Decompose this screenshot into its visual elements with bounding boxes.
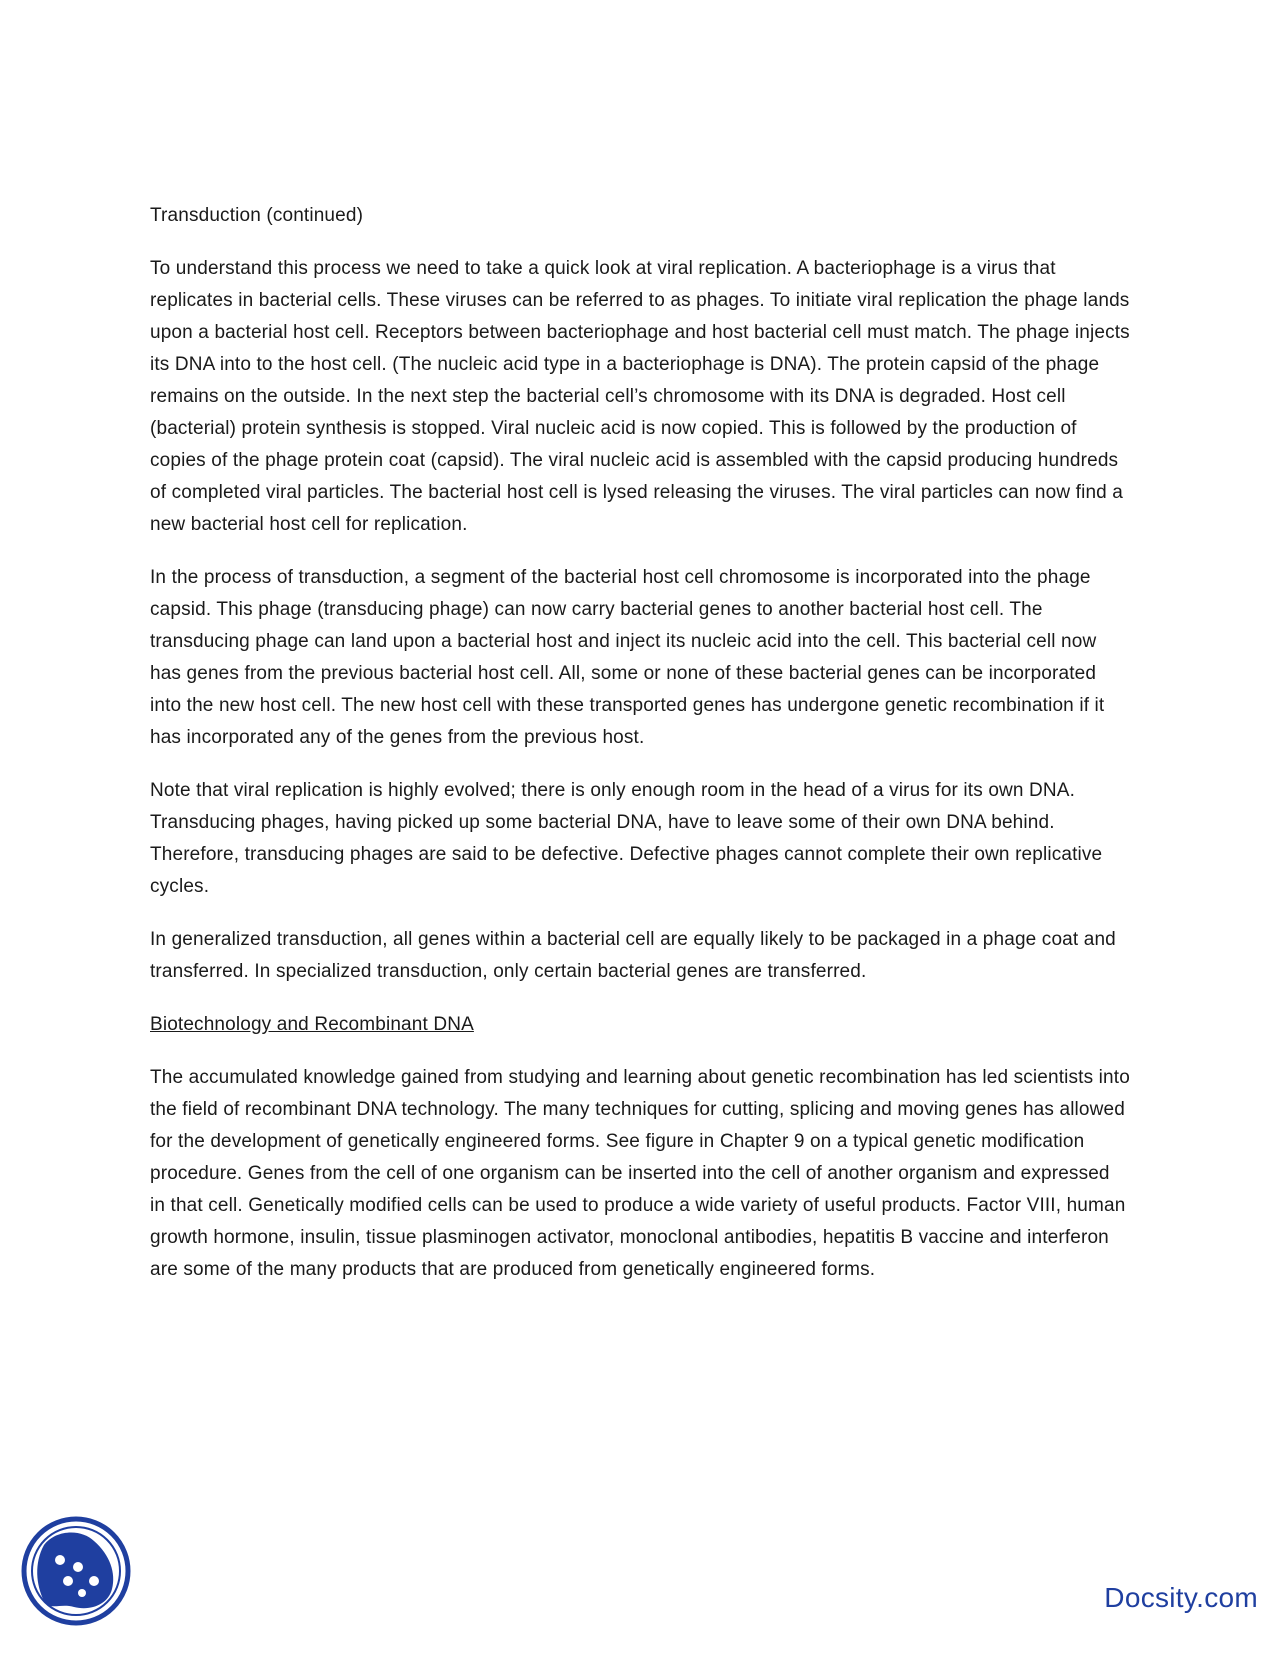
section-title: Transduction (continued) — [150, 205, 364, 226]
docsity-logo-icon[interactable] — [20, 1515, 132, 1627]
paragraph-viral-replication: To understand this process we need to take a quick look at viral replication. A bacteriophage is a virus that replicates in bacterial cells. These viruses can be referred to as phages. To initiate viral replication the phage lands upon a bacterial host cell. Receptors between bacteriophage and host bacterial cell must match. The phage injects its DNA into to the host cell. (The nucleic acid type in a bacteriophage is DNA). The protein capsid of the phage remains on the outside. In the next step the bacterial cell’s chromosome with its DNA is degraded. Host cell (bacterial) protein synthesis is stopped. Viral nucleic acid is now copied. This is followed by the production of copies of the phage protein coat (capsid). The viral nucleic acid is assembled with the capsid producing hundreds of completed viral particles. The bacterial host cell is lysed releasing the viruses. The viral particles can now find a new bacterial host cell for replication. — [150, 258, 1130, 535]
docsity-brand-link[interactable]: Docsity.com — [1104, 1582, 1258, 1613]
paragraph-defective-phages: Note that viral replication is highly evolved; there is only enough room in the head of a virus for its own DNA. Transducing phages, having picked up some bacterial DNA, have to leave some of their own DNA behind. Therefore, transducing phages are said to be defective. Defective phages cannot complete their own replicative cycles. — [150, 780, 1103, 897]
paragraph-recombinant-dna: The accumulated knowledge gained from studying and learning about genetic recombination has led scientists into the field of recombinant DNA technology. The many techniques for cutting, splicing and moving genes has allowed for the development of genetically engineered forms. See figure in Chapter 9 on a typical genetic modification procedure. Genes from the cell of one organism can be inserted into the cell of another organism and expressed in that cell. Genetically modified cells can be used to produce a wide variety of useful products. Factor VIII, human growth hormone, insulin, tissue plasminogen activator, monoclonal antibodies, hepatitis B vaccine and interferon are some of the many products that are produced from genetically engineered forms. — [150, 1067, 1130, 1280]
document-page — [150, 200, 1130, 1307]
paragraph-generalized-specialized: In generalized transduction, all genes within a bacterial cell are equally likely to be packaged in a phage coat and transferred. In specialized transduction, only certain bacterial genes are transferred. — [150, 929, 1116, 982]
paragraph-transduction-process: In the process of transduction, a segment of the bacterial host cell chromosome is incorporated into the phage capsid. This phage (transducing phage) can now carry bacterial genes to another bacterial host cell. The transducing phage can land upon a bacterial host and inject its nucleic acid into the cell. This bacterial cell now has genes from the previous bacterial host cell. All, some or none of these bacterial genes can be incorporated into the new host cell. The new host cell with these transported genes has undergone genetic recombination if it has incorporated any of the genes from the previous host. — [150, 567, 1105, 748]
subheading-biotechnology: Biotechnology and Recombinant DNA — [150, 1014, 474, 1035]
